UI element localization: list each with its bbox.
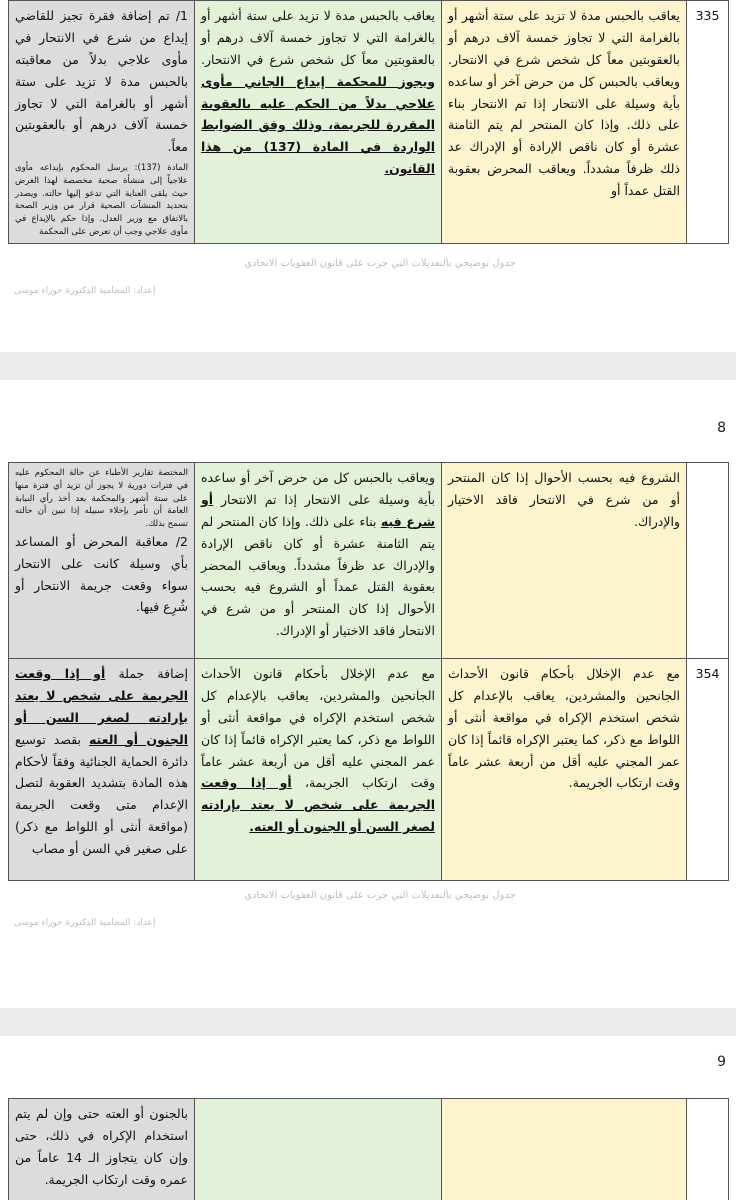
- page-number: 8: [717, 420, 726, 436]
- page-9: [0, 1036, 736, 1200]
- article-number: [687, 463, 729, 659]
- comment-text-continued: بقصد توسيع دائرة الحماية الجنائية وفقاً لأحكام هذه المادة بتشديد العقوبة لتصل الإعدام متى وقعت الجريمة (مواقعة أنثى أو اللواط مع ذكر) على صغير في السن أو مصاب: [15, 731, 188, 856]
- page-gap: [0, 352, 736, 380]
- table-row: [9, 1099, 729, 1200]
- amended-text: مع عدم الإخلال بأحكام قانون الأحداث الجانحين والمشردين، يعاقب بالإعدام كل شخص استخدم الإكراه في مواقعة أنثى أو اللواط مع ذكر، كما يعتبر الإكراه قائماً إذا كان عمر المجني عليه أقل من أربعة عشر عاماً وقت ارتكاب الجريمة،: [201, 666, 435, 791]
- amended-text: يعاقب بالحبس مدة لا تزيد على ستة أشهر أو بالغرامة التي لا تجاوز خمسة آلاف درهم أو بالعقوبتين معاً كل شخص شرع في الانتحار.: [201, 8, 435, 67]
- comment-cell: [9, 1, 195, 244]
- current-text-cell: يعاقب بالحبس مدة لا تزيد على ستة أشهر أو بالغرامة التي لا تجاوز خمسة آلاف درهم أو بالعقوبتين معاً كل شخص شرع في الانتحار. ويعاقب بالحبس كل من حرض آخر أو ساعده بأية وسيلة على الانتحار إذا تم الانتحار بناء على ذلك. وإذا كان المنتحر لم يتم الثامنة عشرة أو كان ناقص الإرادة أو الإدراك عد ذلك ظرفاً مشدداً. ويعاقب المحرض بعقوبة القتل عمداً أو: [442, 1, 687, 244]
- amended-added-text: ويجوز للمحكمة إيداع الجاني مأوى علاجي بدلاً من الحكم عليه بالعقوبة المقررة للجريمة، وذلك وفق الضوابط الواردة في المادة (137) من هذا القانون.: [201, 73, 435, 177]
- current-text-cell: [442, 1099, 687, 1200]
- comment-text: إضافة جملة: [118, 666, 188, 681]
- comment-footnote: المادة (137): يرسل المحكوم بإيداعه مأوى علاجياً إلى منشأة صحية مخصصة لهذا الغرض حيث يلقى العناية التي تدعو إليها حالته. ويصدر بتحديد المنشآت الصحية قرار من وزير الصحة بالاتفاق مع وزير العدل. وإذا حكم بالإيداع في مأوى علاجي وجب أن تعرض على المحكمة: [15, 163, 188, 237]
- amended-text-cell: [195, 659, 442, 881]
- amended-added-text: أو إذا وقعت الجريمة على شخص لا يعتد بإرادته لصغر السن أو الجنون أو العته.: [201, 775, 435, 835]
- article-number: [687, 1099, 729, 1200]
- amended-text-cell: [195, 1, 442, 244]
- current-text-cell: مع عدم الإخلال بأحكام قانون الأحداث الجانحين والمشردين، يعاقب بالإعدام كل شخص استخدم الإكراه في مواقعة أنثى أو اللواط مع ذكر، كما يعتبر الإكراه قائماً إذا كان عمر المجني عليه أقل من أربعة عشر عاماً وقت ارتكاب الجريمة.: [442, 659, 687, 881]
- comment-footnote: المختصة تقارير الأطباء عن حالة المحكوم عليه في فترات دورية لا يجوز أن تزيد أي فترة منها على ستة أشهر والمحكمة بعد أخذ رأي النيابة العامة أن تأمر بإخلاء سبيله إذا تبين أن حالته تسمح بذلك.: [15, 468, 188, 529]
- amended-text-continued: بناء على ذلك. وإذا كان المنتحر لم يتم الثامنة عشرة أو كان ناقص الإرادة والإدراك عد ظرفاً مشدداً. ويعاقب المحضر بعقوبة القتل عمداً أو الشروع فيه بحسب الأحوال إذا كان المنتحر أو من شرع في الانتحار فاقد الاختيار أو الإدراك.: [201, 513, 435, 639]
- current-text-cell: الشروع فيه بحسب الأحوال إذا كان المنتحر أو من شرع في الانتحار فاقد الاختيار والإدراك.: [442, 463, 687, 659]
- comment-cell: [9, 463, 195, 659]
- article-number: 335: [687, 1, 729, 244]
- amended-text-cell: [195, 1099, 442, 1200]
- footer-watermark-title: جدول توضيحي بالتعديلات التي جرت على قانون العقوبات الاتحادي: [244, 258, 516, 269]
- article-number: 354: [687, 659, 729, 881]
- amendments-table-p9: [8, 1098, 729, 1200]
- footer-watermark-author: إعداد: المحامية الدكتورة حوراء موسى: [14, 918, 156, 928]
- comment-text: 1/ تم إضافة فقرة تجيز للقاضي إيداع من شرع في الانتحار في مأوى علاجي بدلاً من معاقبته بالحبس مدة لا تزيد على ستة أشهر أو بالغرامة التي لا تجاوز خمسة آلاف درهم أو بالعقوبتين معاً.: [15, 8, 188, 155]
- amendments-table-p7: [8, 0, 729, 244]
- footer-watermark-title: جدول توضيحي بالتعديلات التي جرت على قانون العقوبات الاتحادي: [244, 890, 516, 901]
- amended-text-cell: [195, 463, 442, 659]
- comment-cell: بالجنون أو العته حتى وإن لم يتم استخدام الإكراه في ذلك، حتى وإن كان يتجاوز الـ 14 عاماً من عمره وقت ارتكاب الجريمة.: [9, 1099, 195, 1200]
- table-row: [9, 463, 729, 659]
- page-7: [0, 0, 736, 350]
- amended-text: ويعاقب بالحبس كل من حرض آخر أو ساعده بأية وسيلة على الانتحار إذا تم الانتحار: [201, 470, 435, 507]
- page-8: [0, 380, 736, 1008]
- comment-text: 2/ معاقبة المحرض أو المساعد بأي وسيلة كانت على الانتحار سواء وقعت جريمة الانتحار أو شُرِع فيها.: [15, 533, 188, 615]
- amended-added-text: أو شرع فيه: [201, 491, 435, 529]
- footer-watermark-author: إعداد: المحامية الدكتورة حوراء موسى: [14, 286, 156, 296]
- comment-quoted-text: أو إذا وقعت الجريمة على شخص لا يعتد بإرادته لصغر السن أو الجنون أو العته: [15, 666, 189, 747]
- table-row: [9, 659, 729, 881]
- page-number: 9: [717, 1054, 726, 1070]
- amendments-table-p8: [8, 462, 729, 881]
- page-gap: [0, 1008, 736, 1036]
- comment-cell: [9, 659, 195, 881]
- table-row: [9, 1, 729, 244]
